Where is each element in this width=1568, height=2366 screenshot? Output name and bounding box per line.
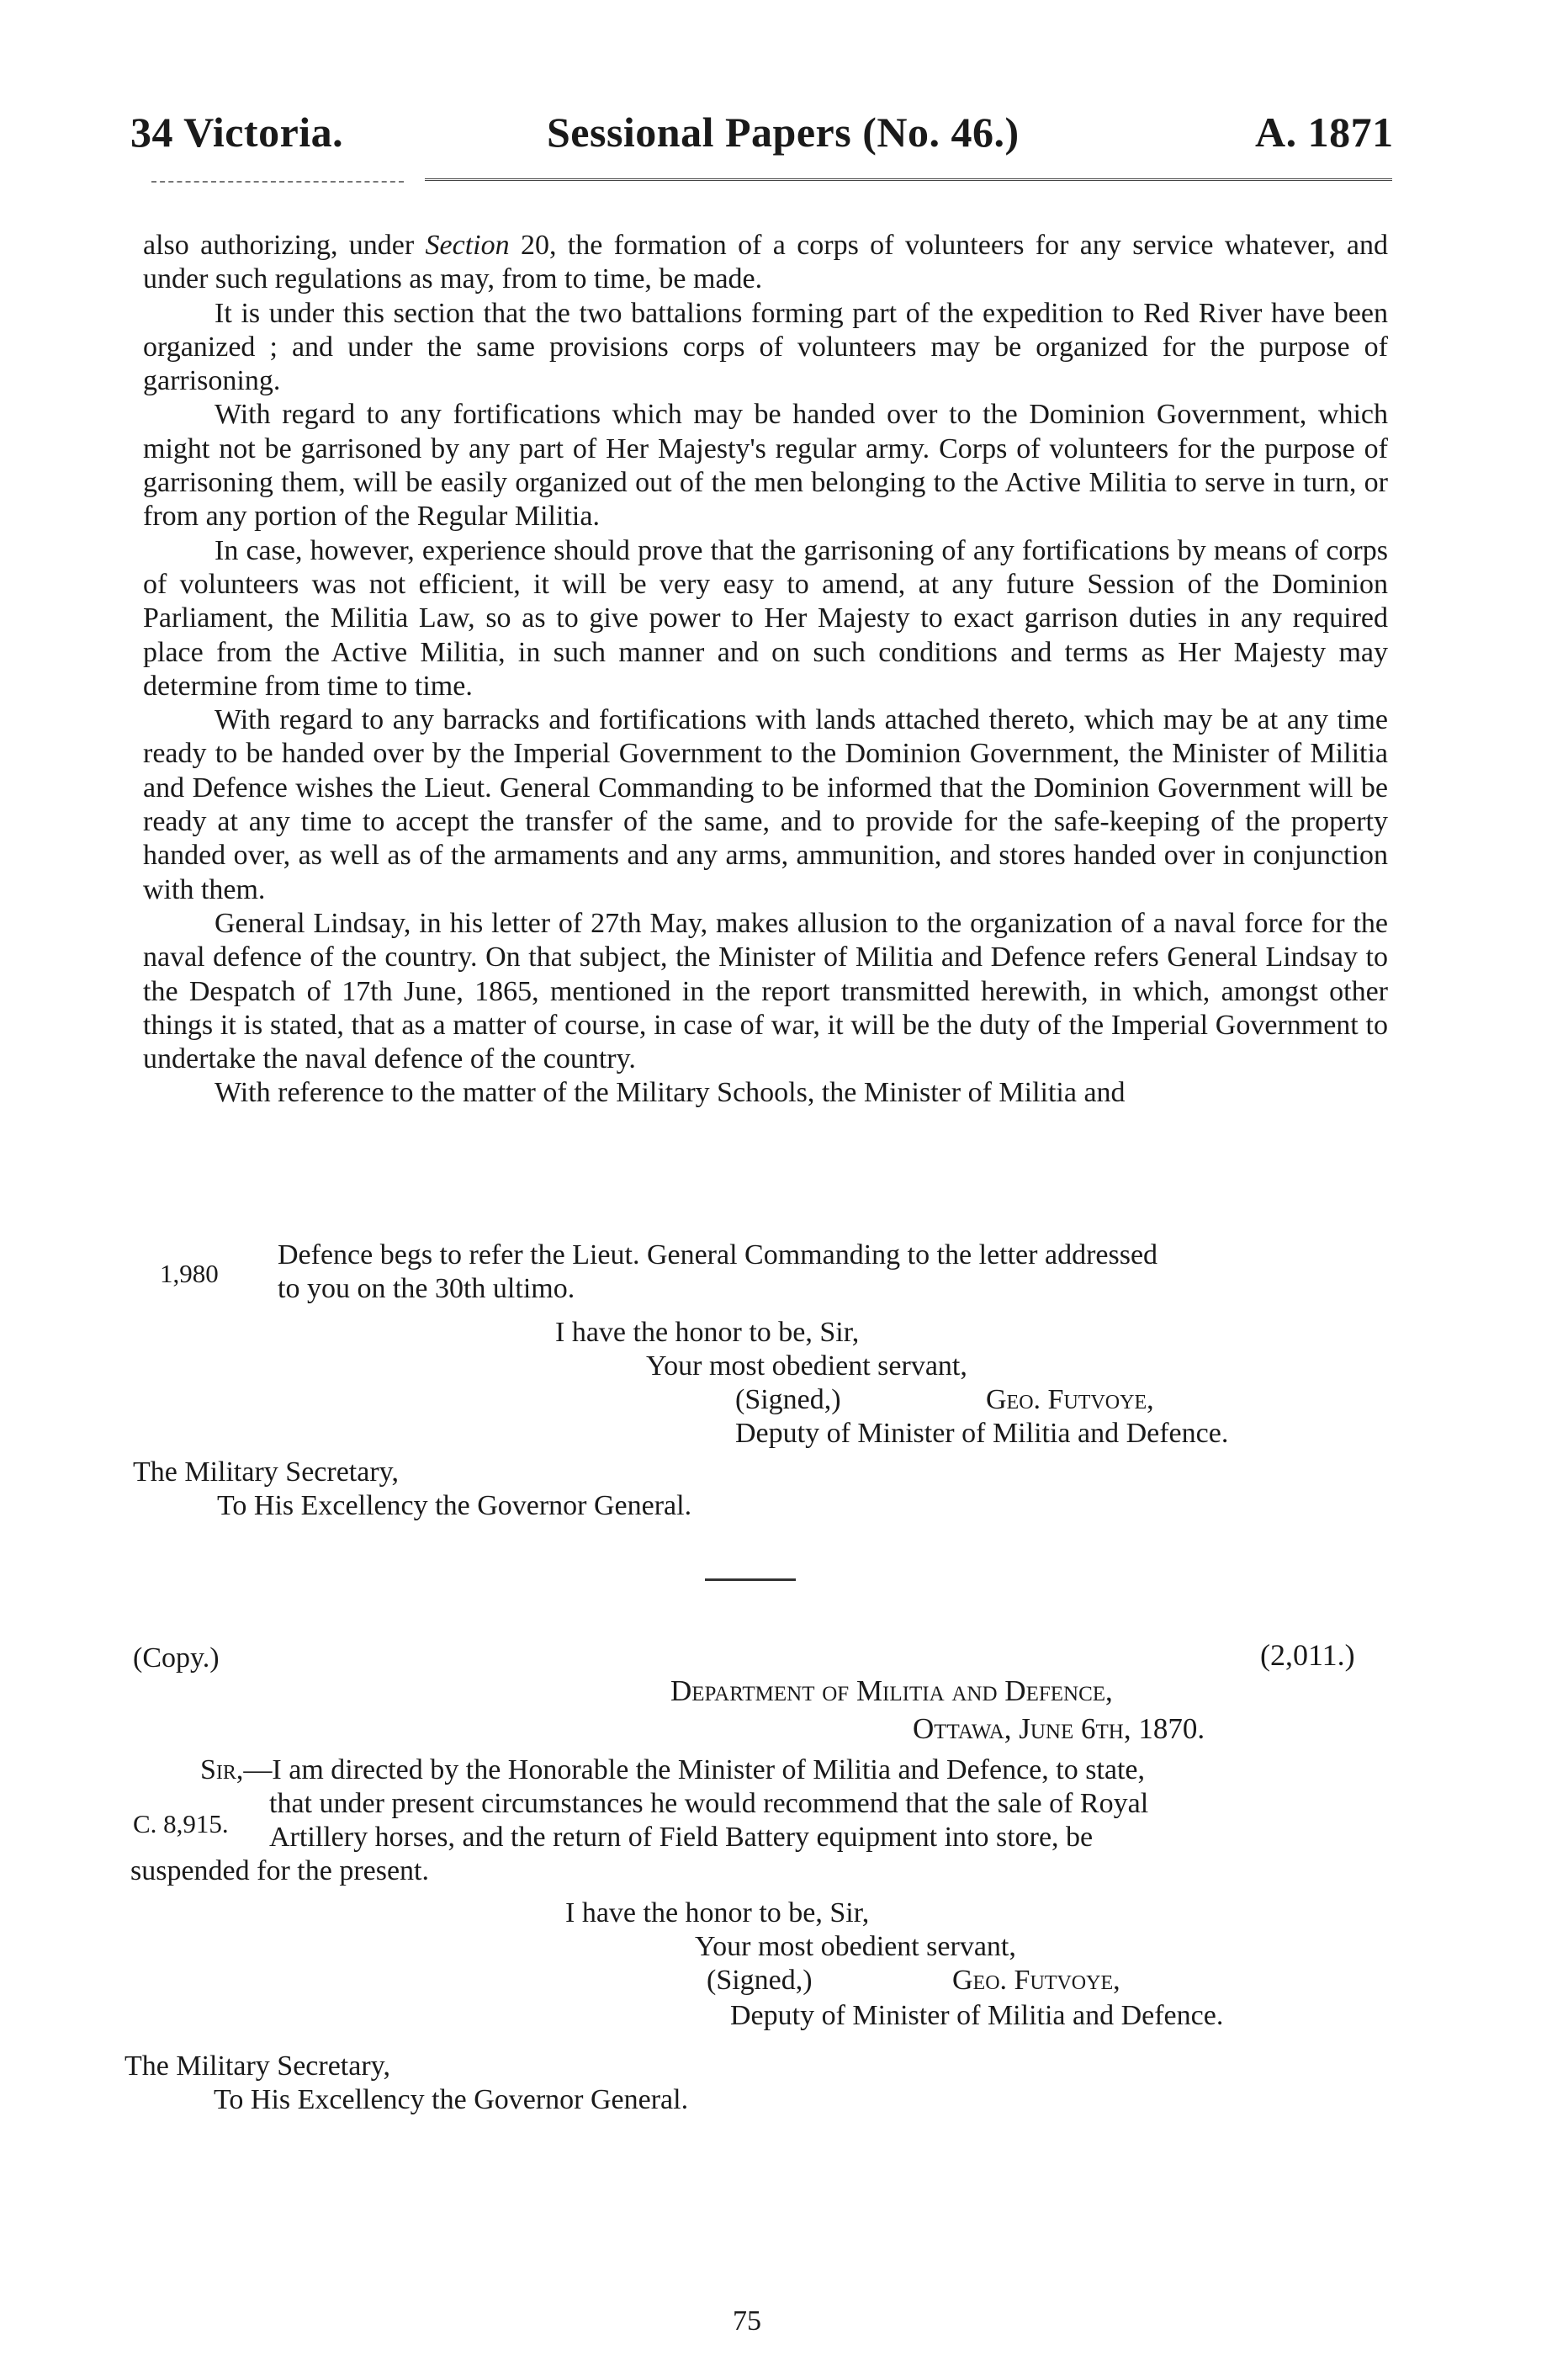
- paragraph-barracks: With regard to any barracks and fortifications with lands attached thereto, which may be at any time ready to be handed over by the Imperial Government to the Dominion Government, the Minister of Militia and Defence wishes the Lieut. General Commanding to be informed that the Dominion Government will be ready at any time to accept the transfer of the same, and to provide for the safe-keeping of the property handed over, as well as of the armaments and any arms, ammunition, and stores handed over in conjunction with them.: [143, 704, 1388, 905]
- signed-label: (Signed,): [735, 1384, 841, 1415]
- page-number: 75: [733, 2305, 761, 2337]
- paragraph-military-schools: With reference to the matter of the Military Schools, the Minister of Militia and: [215, 1077, 1126, 1109]
- place-date: [913, 1712, 1205, 1746]
- closing-servant: Your most obedient servant,: [646, 1350, 967, 1382]
- signer-title: Deputy of Minister of Militia and Defence.: [735, 1418, 1229, 1449]
- place-date-text: Ottawa, June 6th, 1870.: [913, 1712, 1205, 1745]
- header-rule-left: [151, 181, 404, 183]
- schools-line-2: Defence begs to refer the Lieut. General Commanding to the letter addressed: [278, 1239, 1158, 1271]
- letter-body: [143, 229, 1388, 1111]
- letter2-line-2: that under present circumstances he would recommend that the sale of Royal: [269, 1788, 1149, 1819]
- paragraph-red-river: It is under this section that the two battalions forming part of the expedition to Red River have been organized ; and under the same provisions corps of volunteers may be organized for the purpose of garrisoning.: [143, 297, 1388, 397]
- section-separator: [705, 1578, 796, 1581]
- signer2-title: Deputy of Minister of Militia and Defence.: [730, 2000, 1224, 2031]
- document-number: (2,011.): [1260, 1638, 1355, 1672]
- salutation-sir: Sir,: [200, 1754, 244, 1785]
- addressee2-governor: To His Excellency the Governor General.: [214, 2084, 689, 2115]
- opening-paragraph: also authorizing, under Section 20, the formation of a corps of volunteers for any service whatever, and under such regulations as may, from to time, be made.: [143, 230, 1388, 295]
- signer-name: Geo. Futvoye,: [986, 1384, 1154, 1415]
- closing2-servant: Your most obedient servant,: [695, 1931, 1016, 1962]
- copy-label: (Copy.): [133, 1642, 220, 1674]
- signed2-label: (Signed,): [707, 1965, 813, 1996]
- closing2-honor: I have the honor to be, Sir,: [565, 1897, 870, 1928]
- paragraph-naval-defence: General Lindsay, in his letter of 27th May, makes allusion to the organization of a naval force for the naval defence of the country. On that subject, the Minister of Militia and Defence refers General Lindsay to the Despatch of 17th June, 1865, mentioned in the report transmitted herewith, in which, amongst other things it is stated, that as a matter of course, in case of war, it will be the duty of the Imperial Government to undertake the naval defence of the country.: [143, 907, 1388, 1075]
- header-title: Sessional Papers (No. 46.): [547, 109, 1020, 156]
- paragraph-garrisoning: In case, however, experience should prove that the garrisoning of any fortifications by means of corps of volunteers was not efficient, it will be very easy to amend, at any future Session of the Dominion Parliament, the Militia Law, so as to give power to Her Majesty to exact garrison duties in any required place from the Active Militia, in such manner and on such conditions and terms as Her Majesty may determine from time to time.: [143, 534, 1388, 702]
- addressee-secretary: The Military Secretary,: [133, 1456, 399, 1488]
- header-session: 34 Victoria.: [130, 109, 344, 156]
- signer2-name: Geo. Futvoye,: [952, 1965, 1120, 1996]
- department-heading: Department of Militia and Defence,: [670, 1674, 1113, 1707]
- addressee-governor: To His Excellency the Governor General.: [217, 1490, 692, 1521]
- header-rule-right: [425, 178, 1392, 181]
- letter2-line-1: Sir,—I am directed by the Honorable the Minister of Militia and Defence, to state,: [200, 1754, 1146, 1785]
- schools-line-3: to you on the 30th ultimo.: [278, 1273, 575, 1304]
- letter2-line-3: Artillery horses, and the return of Field Battery equipment into store, be: [269, 1822, 1094, 1853]
- paragraph-fortifications: With regard to any fortifications which may be handed over to the Dominion Government, which might not be garrisoned by any part of Her Majesty's regular army. Corps of volunteers for the purpose of garrisoning them, will be easily organized out of the men belonging to the Active Militia to serve in turn, or from any portion of the Regular Militia.: [143, 399, 1388, 533]
- addressee2-secretary: The Military Secretary,: [124, 2050, 390, 2082]
- header-year: A. 1871: [1255, 109, 1394, 156]
- margin-reference-1980: 1,980: [160, 1259, 219, 1288]
- margin-reference-c8915: C. 8,915.: [133, 1809, 229, 1838]
- letter2-line-4: suspended for the present.: [130, 1855, 430, 1886]
- closing-honor: I have the honor to be, Sir,: [555, 1317, 860, 1348]
